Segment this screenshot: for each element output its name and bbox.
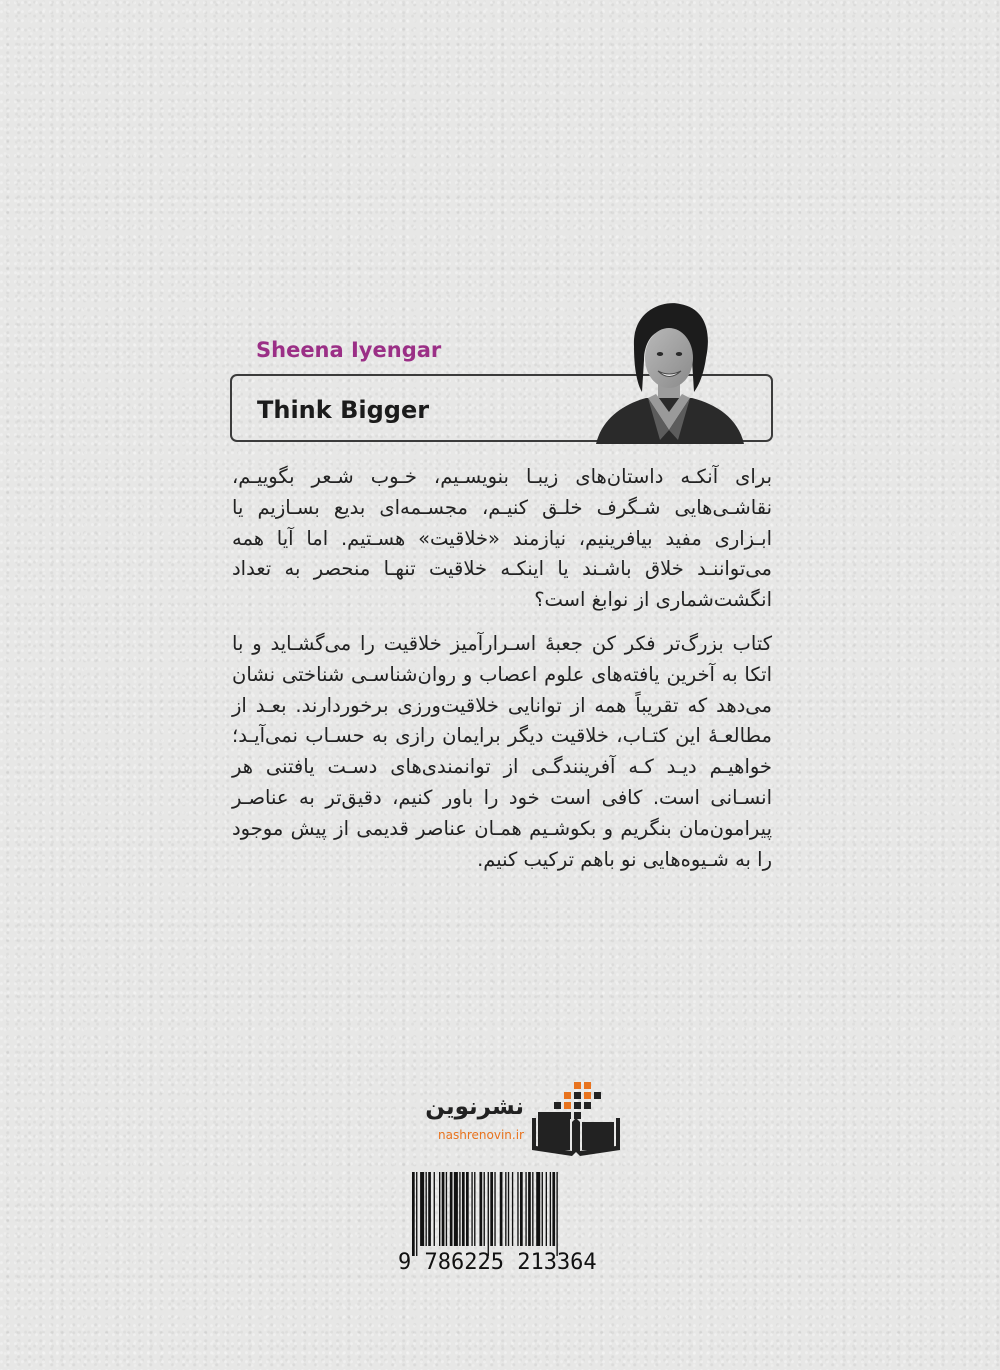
isbn-number: 9 786225 213364 [398,1250,597,1275]
barcode-bar [536,1172,540,1246]
author-portrait [594,300,744,444]
barcode-bar [500,1172,503,1246]
barcode-bar [471,1172,472,1246]
barcode-bar [508,1172,509,1246]
blurb-text [232,462,772,875]
author-name: Sheena Iyengar [256,338,442,362]
barcode-bar [517,1172,518,1246]
barcode-bar [426,1172,427,1246]
publisher-name: نشرنوین [425,1094,524,1120]
publisher-url: nashrenovin.ir [438,1128,524,1142]
barcode-bar [528,1172,531,1246]
barcode-bar [459,1172,460,1246]
barcode-bar [434,1172,435,1246]
publisher-block [402,1078,632,1158]
barcode-bar [556,1172,557,1256]
barcode-bar [520,1172,523,1246]
blurb-paragraph-2: کتاب بزرگ‌تر فکر کن جعبهٔ اسـرارآمیز خلاقیت را می‌گشـاید و با اتکا به آخرین یافته‌های علوم اعصاب و روان‌شناسـی شناختی نشان می‌دهد که تقریباً همه از توانایی خلاقیت‌ورزی برخوردارند. بعـد از مطالعـهٔ این کتـاب، خلاقیت دیگر برایمان رازی به حسـاب نمی‌آیـد؛ خواهیـم دیـد کـه آفرینندگـی از توانمندی‌های دسـت یافتنی هر انسـانی است. کافی است خود را باور کنیم، دقیق‌تر به عناصـر پیرامون‌مان بنگریم و بکوشـیم همـان عناصر قدیمی از پیش موجود را به شـیوه‌هایی نو باهم ترکیب کنیم. [232,631,772,871]
barcode-bar [466,1172,469,1246]
barcode-bar [450,1172,453,1246]
isbn-barcode [398,1172,608,1294]
barcode-bar [488,1172,489,1256]
barcode-bar [512,1172,513,1246]
book-title: Think Bigger [257,396,430,424]
barcode-bar [412,1172,415,1256]
barcode-bar [454,1172,458,1246]
barcode-bar [494,1172,495,1246]
barcode-bar [550,1172,551,1246]
barcode-bar [484,1172,485,1246]
barcode-bar [428,1172,431,1246]
barcode-bar [420,1172,424,1246]
barcode-bar [446,1172,447,1246]
barcode-bar [532,1172,533,1246]
barcode-bar [552,1172,555,1246]
barcode-bar [490,1172,493,1246]
barcode-bar [525,1172,526,1246]
open-book-pixel-icon [530,1078,626,1158]
blurb-paragraph-1: برای آنکـه داستان‌های زیبـا بنویسـیم، خـوب شـعر بگوییـم، نقاشـی‌هایی شـگرف خلـق کنیـم، مجسـمه‌ای بدیع بسـازیم یا ابـزاری مفید بیافرینیم، نیازمند «خلاقیت» هسـتیم. اما آیا همه می‌تواننـد خلاق باشـند یا اینکـه خلاقیت تنهـا منحصر به تعداد انگشت‌شماری از نوابغ است؟ [232,465,772,612]
barcode-bar [462,1172,465,1246]
barcode-bar [542,1172,543,1246]
barcode-bar [505,1172,506,1246]
barcode-bar [480,1172,483,1246]
barcode-bar [416,1172,417,1256]
barcode-bar [546,1172,547,1246]
barcode-bar [474,1172,475,1246]
barcode-bar [442,1172,445,1246]
barcode-bar [439,1172,440,1246]
